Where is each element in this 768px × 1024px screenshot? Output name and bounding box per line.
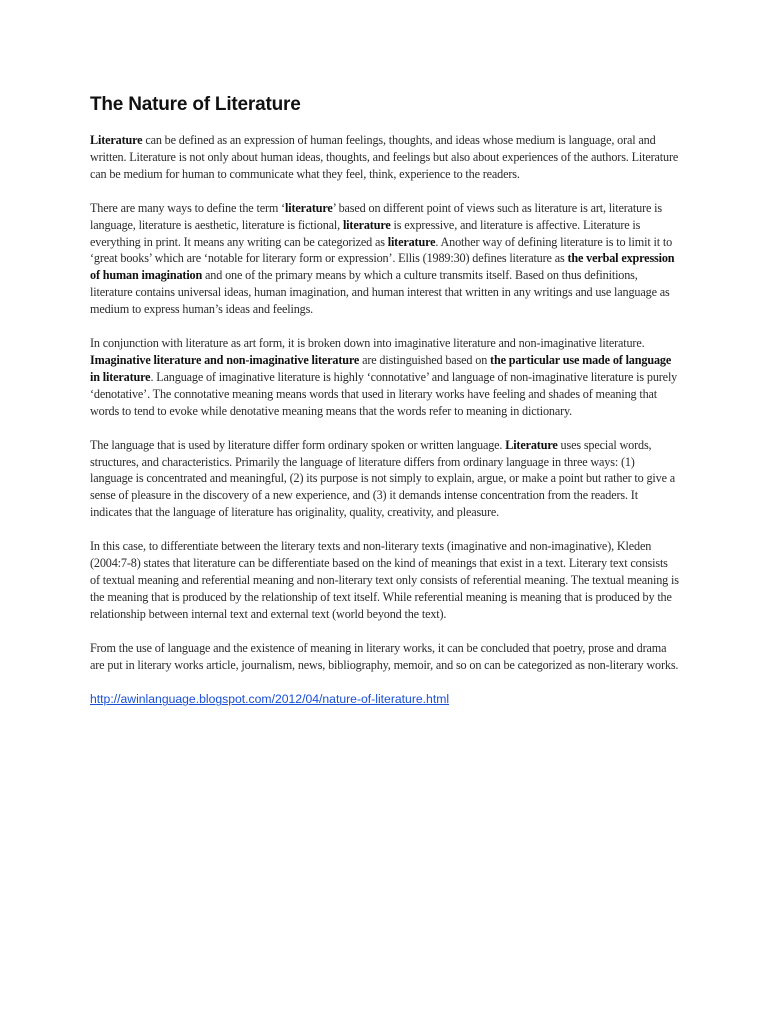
bold-term: Imaginative literature and non-imaginative literature bbox=[90, 352, 360, 367]
text-run: uses special words, structures, and characteristics. Primarily the language of literature differs from ordinary language in three ways: (1) language is concentrated and meaningful, (2) its purpose is not simply to explain, argue, or make a point but rather to give a sense of pleasure in the discovery of a new experience, and (3) it demands intense concentration from the readers. It indicates that the language of literature has originality, quality, creativity, and pleasure. bbox=[90, 437, 676, 520]
text-run: . Language of imaginative literature is highly ‘connotative’ and language of non-imaginative literature is purely ‘denotative’. The connotative meaning means words that used in literary works have feeling and shades of meaning that words to tend to evoke while denotative meaning means that the words refer to meaning in dictionary. bbox=[90, 369, 678, 418]
bold-term: the particular use made of language in literature bbox=[90, 352, 672, 384]
text-run: are distinguished based on bbox=[359, 352, 491, 367]
paragraph-definition bbox=[90, 132, 680, 183]
text-run: can be defined as an expression of human feelings, thoughts, and ideas whose medium is language, oral and written. Literature is not only about human ideas, thoughts, and feelings but also about experiences of the authors. Literature can be medium for human to communicate what they feel, think, experience to the readers. bbox=[90, 133, 679, 181]
text-run: ’ based on different point of views such as literature is art, literature is language, literature is aesthetic, literature is fictional, bbox=[90, 200, 662, 232]
bold-term: Literature bbox=[505, 437, 558, 452]
page-title: The Nature of Literature bbox=[90, 94, 301, 115]
bold-term: the verbal expression of human imagination bbox=[90, 251, 675, 283]
text-run: In this case, to differentiate between the literary texts and non-literary texts (imaginative and non-imaginative), Kleden (2004:7-8) states that literature can be differentiate based on the kind of meanings that exist in a text. Literary text consists of textual meaning and referential meaning and non-literary text only consists of referential meaning. The textual meaning is the meaning that is produced by the relationship of text itself. While referential meaning is meaning that is produced by the relationship between internal text and external text (world beyond the text). bbox=[90, 539, 679, 621]
paragraph-literary-texts bbox=[90, 538, 680, 623]
text-run: is expressive, and literature is affective. Literature is everything in print. It means any writing can be categorized as bbox=[90, 217, 641, 249]
text-run: . Another way of defining literature is to limit it to ‘great books’ which are ‘notable for literary form or expression’. Ellis (1989:30) defines literature as bbox=[90, 234, 673, 266]
bold-term: Literature bbox=[90, 133, 143, 147]
document-page bbox=[90, 94, 680, 708]
text-run: The language that is used by literature differ form ordinary spoken or written language. bbox=[90, 437, 506, 452]
bold-term: literature bbox=[342, 217, 391, 232]
paragraph-language-of-literature bbox=[90, 437, 680, 522]
bold-term: literature bbox=[387, 234, 436, 249]
text-run: In conjunction with literature as art form, it is broken down into imaginative literature and non-imaginative literature. bbox=[90, 336, 645, 351]
paragraph-ways-to-define bbox=[90, 200, 680, 318]
bold-term: literature bbox=[285, 200, 333, 215]
source-link[interactable]: http://awinlanguage.blogspot.com/2012/04/nature-of-literature.html bbox=[90, 692, 450, 707]
text-run: From the use of language and the existence of meaning in literary works, it can be concluded that poetry, prose and drama are put in literary works article, journalism, news, bibliography, memoir, and so on can be categorized as non-literary works. bbox=[90, 640, 679, 672]
paragraph-art-form bbox=[90, 335, 680, 420]
paragraph-conclusion bbox=[90, 640, 680, 674]
text-run: There are many ways to define the term ‘ bbox=[90, 200, 286, 215]
text-run: and one of the primary means by which a culture transmits itself. Based on thus definitions, literature contains universal ideas, human imagination, and human interest that written in any writings and use language as medium to express human’s ideas and feelings. bbox=[90, 268, 670, 317]
